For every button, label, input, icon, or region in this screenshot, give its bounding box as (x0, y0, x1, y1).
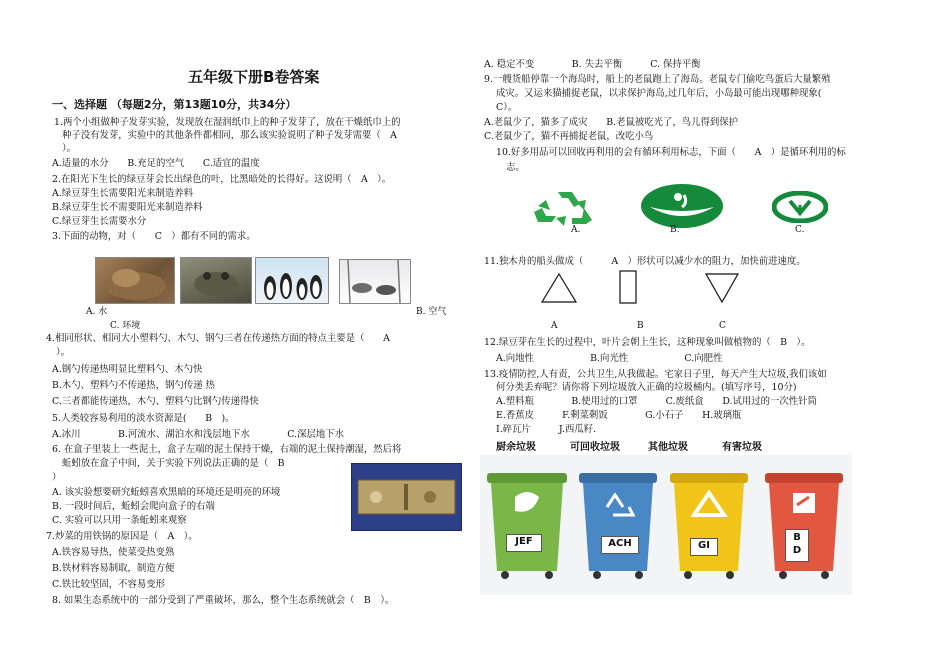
q3-question: 3.下面的动物，对（ C ）都有不同的需求。 (52, 231, 256, 242)
q11-label-c: C (719, 321, 726, 331)
q4-option-a: A.钢勺传递热明显比塑料勺、木勺快 (52, 364, 203, 375)
bin-head-kitchen: 厨余垃圾 (496, 442, 536, 453)
green-food-icon (772, 191, 828, 223)
q4-option-c: C.三者都能传递热，木勺、塑料勺比钢勺传递得快 (52, 396, 259, 407)
frog-photo (180, 257, 252, 304)
q5-question: 5.人类较容易利用的淡水资源是( B )。 (52, 413, 235, 424)
q2-question: 2.在阳光下生长的绿豆芽会长出绿色的叶，比黑暗处的长得好。这说明（ A ）。 (52, 174, 392, 185)
q9-line2: 成灾。又运来猫捕捉老鼠，以求保护海岛,过几年后，小岛最可能出现哪种现象( (496, 88, 822, 99)
section-heading: 一、选择题 （每题2分，第13题10分，共34分） (52, 98, 297, 111)
q9-line1: 9.一艘货船停靠一个海岛时，船上的老鼠跑上了海岛。老鼠专门偷吃鸟蛋后大量繁殖 (484, 74, 831, 85)
q1-line2: 种子没有发芽，实验中的其他条件都相同，那么该实验说明了种子发芽需要（ A (62, 130, 397, 141)
q8-options: A. 稳定不变 B. 失去平衡 C. 保持平衡 (484, 59, 701, 70)
q9-option-ab: A.老鼠少了，猫多了成灾 B.老鼠被吃光了，鸟儿得到保护 (484, 117, 738, 128)
q11-question: 11.独木舟的船头做成（ A ）形状可以减少水的阻力，加快前进速度。 (484, 256, 806, 267)
bin-head-hazardous: 有害垃圾 (722, 442, 762, 453)
q10-label-c: C. (795, 225, 805, 235)
q7-option-b: B.铁材料容易制取，制造方便 (52, 563, 175, 574)
q4-line2: ）。 (56, 347, 71, 358)
q7-option-a: A.铁容易导热，使菜受热变熟 (52, 547, 175, 558)
triangle-up-shape (540, 272, 578, 304)
q13-items-row1: A.塑料瓶 B.使用过的口罩 C.废纸盒 D.试用过的一次性针筒 (496, 396, 817, 407)
q4-option-b: B.木勺、塑料勺不传递热，钢勺传递 热 (52, 380, 215, 391)
q13-items-row2: E.香蕉皮 F.剩菜剩饭 G.小石子 H.玻璃瓶 (496, 410, 742, 421)
q13-line2: 何分类丢弃呢？请你将下列垃圾放入正确的垃圾桶内。(填写序号，10分) (496, 382, 797, 393)
camel-photo (95, 257, 175, 304)
q1-line1: 1.两个小组做种子发芽实验，发现放在湿润纸巾上的种子发芽了，放在干燥纸巾上的 (54, 117, 401, 128)
earthworm-box-photo (351, 463, 462, 531)
bin-code-kitchen: JEF (506, 534, 542, 552)
q1-line3: ）。 (62, 143, 77, 154)
q4-line1: 4.相同形状、相同大小塑料勺、木勺、钢勺三者在传递热方面的特点主要是（ A (46, 333, 390, 344)
bin-head-other: 其他垃圾 (648, 442, 688, 453)
q6-option-a: A. 该实验想要研究蚯蚓喜欢黑暗的环境还是明亮的环境 (52, 487, 281, 498)
recyclable-bin-icon (577, 467, 659, 579)
bin-code-other: GI (690, 538, 718, 556)
bin-code-hazardous-line1: B (793, 532, 801, 543)
penguins-photo (255, 257, 329, 304)
q10-label-a: A. (571, 225, 581, 235)
wolves-photo (339, 259, 411, 304)
q6-line1: 6. 在盒子里装上一些泥土，盒子左端的泥土保持干燥，右端的泥土保持潮湿，然后将 (52, 444, 402, 455)
recycle-icon (528, 186, 610, 226)
kitchen-waste-bin-icon (485, 467, 569, 579)
q2-option-a: A.绿豆芽生长需要阳光来制造养料 (52, 188, 194, 199)
rectangle-shape (619, 270, 637, 304)
q3-option-b: B. 空气 (416, 307, 447, 317)
green-seal-icon (640, 183, 724, 229)
q6-line2: 蚯蚓放在盒子中间，关于实验下列说法正确的是（ B (62, 458, 285, 469)
q2-option-b: B.绿豆芽生长不需要阳光来制造养料 (52, 202, 203, 213)
q12-question: 12.绿豆芽在生长的过程中，叶片会朝上生长，这种现象叫做植物的（ B ）。 (484, 337, 811, 348)
q2-option-c: C.绿豆芽生长需要水分 (52, 216, 147, 227)
q9-option-c: C.老鼠少了，猫不再捕捉老鼠，改吃小鸟 (484, 131, 654, 142)
triangle-down-shape (704, 272, 740, 304)
other-waste-bin-icon (668, 467, 750, 579)
q10-line1: 10.好多用品可以回收再利用的会有循环利用标志，下面（ A ）是循环利用的标 (496, 147, 846, 158)
q1-options: A.适量的水分 B.充足的空气 C.适宜的温度 (52, 158, 260, 169)
q9-line3: C）。 (496, 102, 518, 113)
q10-line2: 志。 (506, 162, 525, 173)
q8-question: 8. 如果生态系统中的一部分受到了严重破坏，那么，整个生态系统就会（ B ）。 (52, 595, 395, 606)
page-title: 五年级下册B卷答案 (188, 68, 320, 86)
bin-code-hazardous-line2: D (792, 545, 802, 556)
q3-option-c: C. 环境 (110, 321, 141, 331)
q7-option-c: C.铁比较坚固，不容易变形 (52, 579, 165, 590)
q6-option-c: C. 实验可以只用一条蚯蚓来观察 (52, 515, 187, 526)
q11-label-b: B (637, 321, 644, 331)
q13-line1: 13.疫情防控,人有责，公共卫生,从我做起。宅家日子里，每天产生大垃圾,我们该如 (484, 369, 827, 380)
q5-options: A.冰川 B.河流水、湖泊水和浅层地下水 C.深层地下水 (52, 429, 344, 440)
hazardous-bin-icon (763, 467, 845, 579)
q12-options: A.向地性 B.向光性 C.向肥性 (496, 353, 723, 364)
q6-line3: ） (52, 472, 62, 483)
q7-question: 7.炒菜的用铁锅的原因是（ A ）。 (46, 531, 198, 542)
q6-option-b: B. 一段时间后，蚯蚓会爬向盒子的右端 (52, 501, 215, 512)
bin-head-recyclable: 可回收垃圾 (570, 442, 620, 453)
bin-code-hazardous (785, 529, 809, 562)
q3-option-a: A. 水 (86, 307, 108, 317)
bin-code-recyclable: ACH (601, 536, 639, 554)
q13-items-row3: I.碎瓦片 J.西瓜籽. (496, 424, 597, 435)
q11-label-a: A (551, 321, 558, 331)
q10-label-b: B. (670, 225, 680, 235)
